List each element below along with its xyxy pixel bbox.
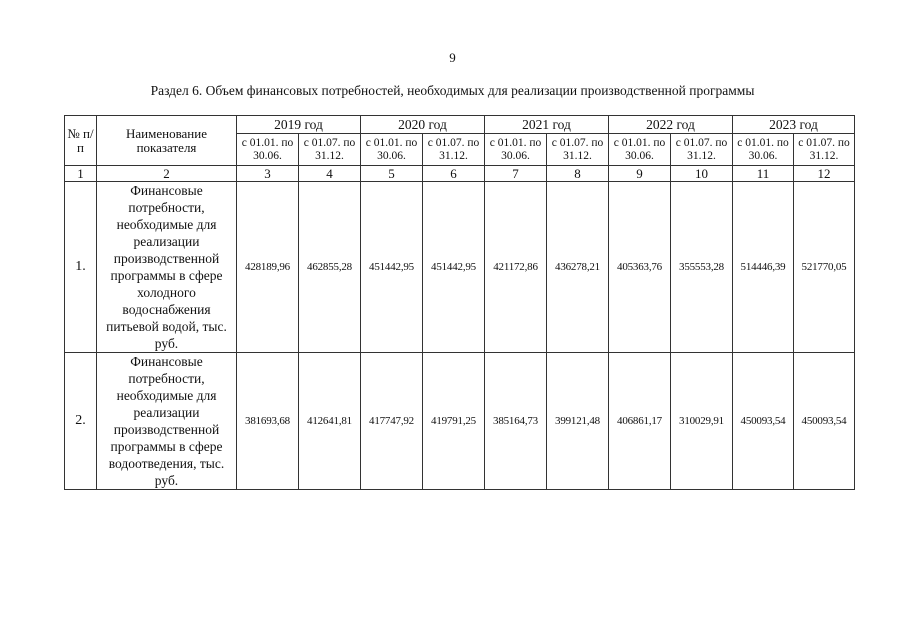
table-row xyxy=(65,353,855,490)
header-year: 2019 год xyxy=(237,116,361,134)
value-cell: 428189,96 xyxy=(237,182,299,353)
header-period: с 01.07. по 31.12. xyxy=(299,134,361,166)
column-number: 4 xyxy=(299,166,361,182)
value-cell: 355553,28 xyxy=(671,182,733,353)
value-cell: 451442,95 xyxy=(423,182,485,353)
header-year-row xyxy=(65,116,855,134)
value-cell: 399121,48 xyxy=(547,353,609,490)
indicator-name: Финансовые потребности, необходимые для реализации производственной программы в сфере водоотведения, тыс. руб. xyxy=(97,353,237,490)
column-number: 7 xyxy=(485,166,547,182)
value-cell: 417747,92 xyxy=(361,353,423,490)
value-cell: 462855,28 xyxy=(299,182,361,353)
column-number: 10 xyxy=(671,166,733,182)
column-number: 8 xyxy=(547,166,609,182)
column-number: 5 xyxy=(361,166,423,182)
header-year: 2021 год xyxy=(485,116,609,134)
value-cell: 419791,25 xyxy=(423,353,485,490)
column-number: 3 xyxy=(237,166,299,182)
header-number: № п/п xyxy=(65,116,97,166)
column-number: 9 xyxy=(609,166,671,182)
value-cell: 310029,91 xyxy=(671,353,733,490)
column-number: 12 xyxy=(794,166,855,182)
value-cell: 381693,68 xyxy=(237,353,299,490)
header-period: с 01.01. по 30.06. xyxy=(237,134,299,166)
header-year: 2020 год xyxy=(361,116,485,134)
column-number: 2 xyxy=(97,166,237,182)
header-period: с 01.01. по 30.06. xyxy=(485,134,547,166)
value-cell: 412641,81 xyxy=(299,353,361,490)
value-cell: 436278,21 xyxy=(547,182,609,353)
header-period: с 01.07. по 31.12. xyxy=(547,134,609,166)
header-period: с 01.01. по 30.06. xyxy=(733,134,794,166)
table-row xyxy=(65,182,855,353)
financial-needs-table xyxy=(64,115,855,490)
value-cell: 451442,95 xyxy=(361,182,423,353)
header-period: с 01.07. по 31.12. xyxy=(671,134,733,166)
header-year: 2023 год xyxy=(733,116,855,134)
column-number: 11 xyxy=(733,166,794,182)
page-number: 9 xyxy=(449,50,456,65)
value-cell: 450093,54 xyxy=(733,353,794,490)
row-number: 1. xyxy=(65,182,97,353)
header-period: с 01.07. по 31.12. xyxy=(423,134,485,166)
value-cell: 521770,05 xyxy=(794,182,855,353)
header-period: с 01.01. по 30.06. xyxy=(609,134,671,166)
header-year: 2022 год xyxy=(609,116,733,134)
header-indicator-name: Наименование показателя xyxy=(97,116,237,166)
value-cell: 514446,39 xyxy=(733,182,794,353)
header-period: с 01.01. по 30.06. xyxy=(361,134,423,166)
value-cell: 385164,73 xyxy=(485,353,547,490)
section-title: Раздел 6. Объем финансовых потребностей, необходимых для реализации производственной программы xyxy=(150,83,755,98)
value-cell: 421172,86 xyxy=(485,182,547,353)
row-number: 2. xyxy=(65,353,97,490)
value-cell: 405363,76 xyxy=(609,182,671,353)
header-period: с 01.07. по 31.12. xyxy=(794,134,855,166)
column-number: 1 xyxy=(65,166,97,182)
indicator-name: Финансовые потребности, необходимые для реализации производственной программы в сфере холодного водоснабжения питьевой водой, тыс. руб. xyxy=(97,182,237,353)
value-cell: 406861,17 xyxy=(609,353,671,490)
column-number-row xyxy=(65,166,855,182)
value-cell: 450093,54 xyxy=(794,353,855,490)
column-number: 6 xyxy=(423,166,485,182)
